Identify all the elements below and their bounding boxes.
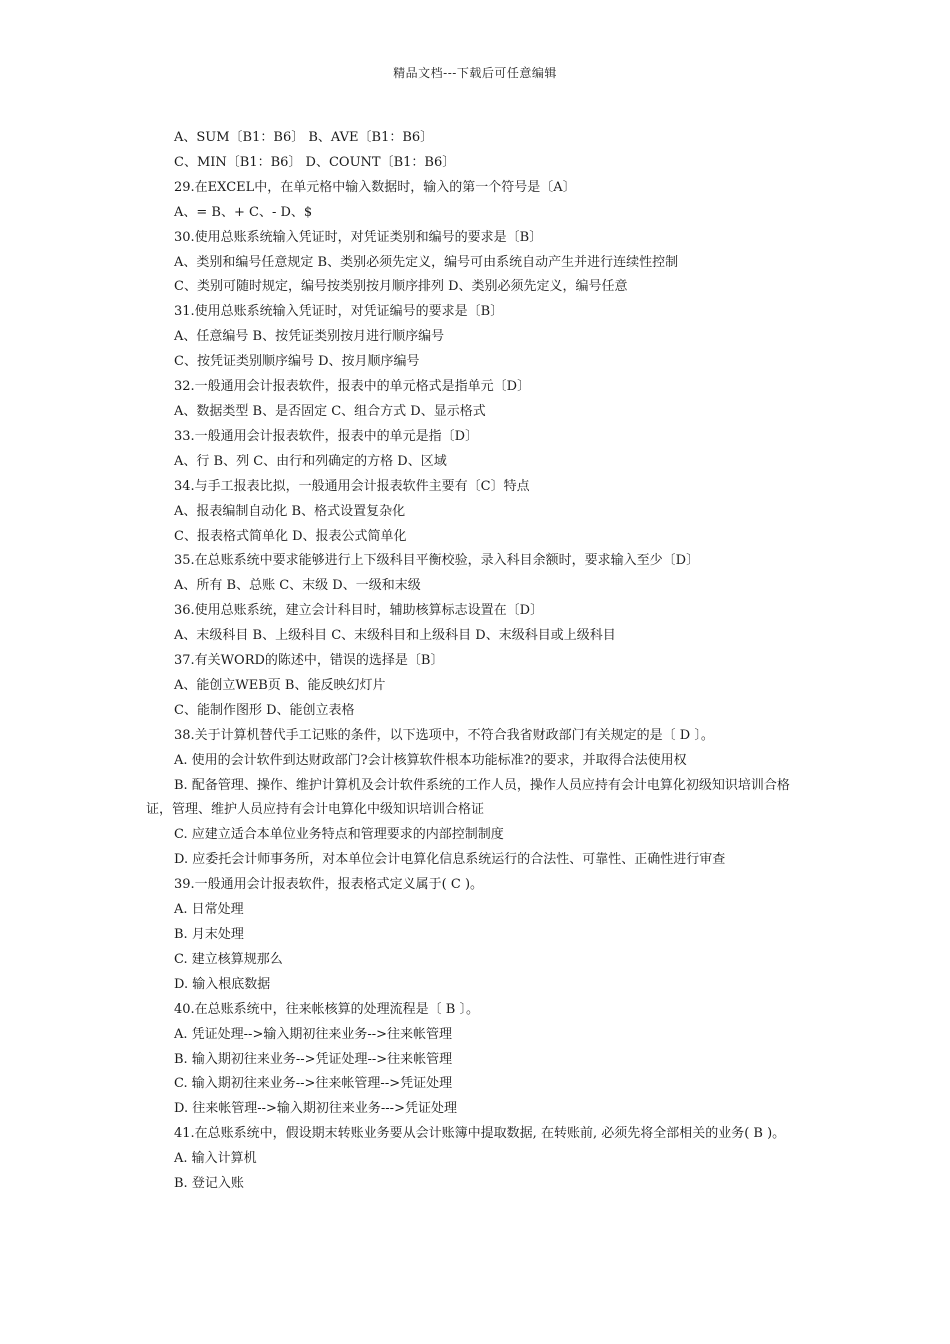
question-30: 30.使用总账系统输入凭证时，对凭证类别和编号的要求是〔B〕 [174, 229, 543, 245]
question-39: 39.一般通用会计报表软件，报表格式定义属于( C )。 [174, 877, 484, 893]
text-line: C. 输入期初往来业务-->往来帐管理-->凭证处理 [174, 1076, 453, 1092]
text-line: A、数据类型 B、是否固定 C、组合方式 D、显示格式 [174, 403, 486, 419]
text-line: D. 输入根底数据 [174, 976, 271, 992]
text-line: A、能创立WEB页 B、能反映幻灯片 [174, 677, 386, 693]
question-36: 36.使用总账系统，建立会计科目时，辅助核算标志设置在〔D〕 [174, 603, 544, 619]
text-line: B. 登记入账 [174, 1176, 244, 1192]
question-32: 32.一般通用会计报表软件，报表中的单元格式是指单元〔D〕 [174, 379, 531, 395]
question-41: 41.在总账系统中，假设期末转账业务要从会计账簿中提取数据, 在转账前, 必须先将全部相关的业务( B )。 [174, 1126, 786, 1142]
question-34: 34.与手工报表比拟，一般通用会计报表软件主要有〔C〕特点 [174, 478, 530, 494]
question-35: 35.在总账系统中要求能够进行上下级科目平衡校验，录入科目余额时，要求输入至少〔D〕 [174, 553, 700, 569]
text-line: A. 使用的会计软件到达财政部门?会计核算软件根本功能标准?的要求，并取得合法使用权 [174, 752, 687, 768]
text-line: C. 应建立适合本单位业务特点和管理要求的内部控制制度 [174, 827, 504, 843]
document-body [146, 126, 810, 1197]
text-line: C、MIN〔B1：B6〕 D、COUNT〔B1：B6〕 [174, 154, 456, 170]
question-40: 40.在总账系统中，往来帐核算的处理流程是〔 B 〕。 [174, 1001, 479, 1017]
question-31: 31.使用总账系统输入凭证时，对凭证编号的要求是〔B〕 [174, 304, 504, 320]
text-line: A、SUM〔B1：B6〕 B、AVE〔B1：B6〕 [174, 130, 434, 145]
page-header: 精品文档---下载后可任意编辑 [393, 66, 557, 80]
question-38: 38.关于计算机替代手工记账的条件，以下选项中，不符合我省财政部门有关规定的是〔 D 〕。 [174, 727, 714, 743]
text-line: C、能制作图形 D、能创立表格 [174, 702, 355, 718]
text-line: A、报表编制自动化 B、格式设置复杂化 [174, 503, 406, 519]
question-33: 33.一般通用会计报表软件，报表中的单元是指〔D〕 [174, 428, 479, 444]
text-line: B. 输入期初往来业务-->凭证处理-->往来帐管理 [174, 1051, 453, 1067]
text-line: C、按凭证类别顺序编号 D、按月顺序编号 [174, 354, 420, 370]
text-line: A. 输入计算机 [174, 1151, 257, 1167]
text-line: A. 日常处理 [174, 902, 244, 918]
text-line: C. 建立核算规那么 [174, 951, 283, 967]
question-29: 29.在EXCEL中，在单元格中输入数据时，输入的第一个符号是〔A〕 [174, 179, 576, 195]
text-line: D. 应委托会计师事务所，对本单位会计电算化信息系统运行的合法性、可靠性、正确性进行审查 [174, 852, 726, 868]
text-line: A、= B、+ C、- D、$ [174, 204, 313, 220]
text-line: A、末级科目 B、上级科目 C、末级科目和上级科目 D、末级科目或上级科目 [174, 628, 616, 644]
text-line: B. 月末处理 [174, 927, 244, 942]
text-line: C、报表格式简单化 D、报表公式简单化 [174, 528, 407, 544]
text-line: D. 往来帐管理-->输入期初往来业务--->凭证处理 [174, 1101, 457, 1117]
question-37: 37.有关WORD的陈述中，错误的选择是〔B〕 [174, 653, 444, 669]
text-line: A、所有 B、总账 C、末级 D、一级和末级 [174, 578, 421, 594]
text-line: B. 配备管理、操作、维护计算机及会计软件系统的工作人员，操作人员应持有会计电算化初级知识培训合格证，管理、维护人员应持有会计电算化中级知识培训合格证 [146, 777, 790, 818]
text-line: A. 凭证处理-->输入期初往来业务-->往来帐管理 [174, 1026, 453, 1042]
text-line: A、任意编号 B、按凭证类别按月进行顺序编号 [174, 329, 445, 345]
text-line: A、类别和编号任意规定 B、类别必须先定义，编号可由系统自动产生并进行连续性控制 [174, 254, 679, 270]
text-line: A、行 B、列 C、由行和列确定的方格 D、区域 [174, 453, 447, 469]
text-line: C、类别可随时规定，编号按类别按月顺序排列 D、类别必须先定义，编号任意 [174, 279, 628, 295]
